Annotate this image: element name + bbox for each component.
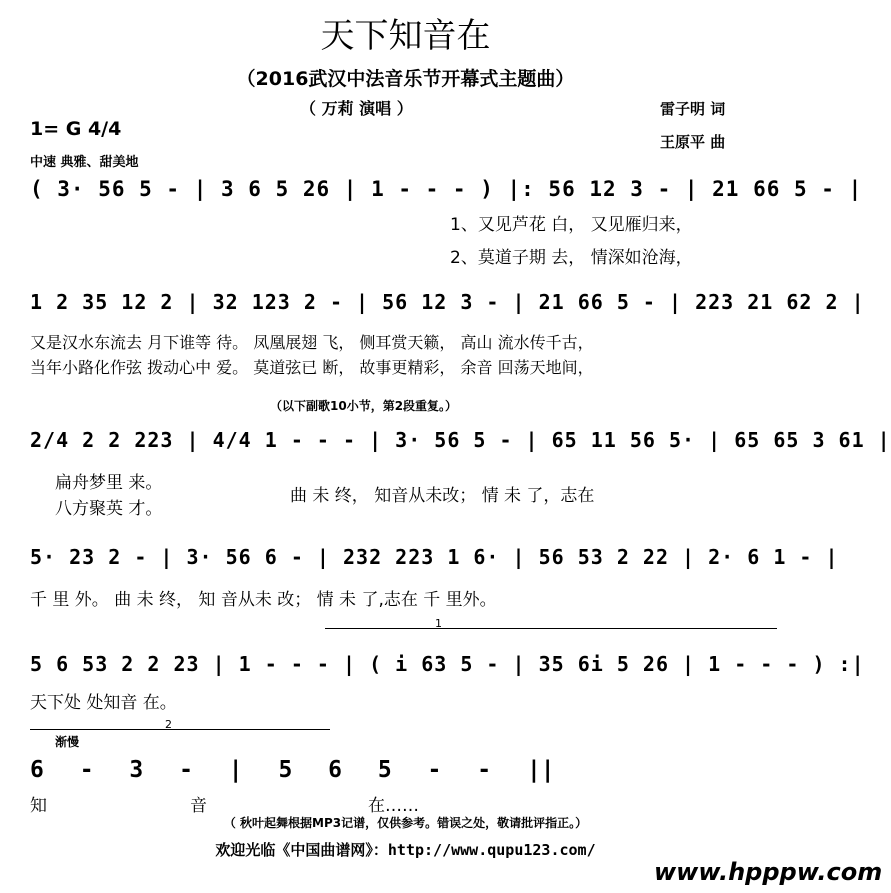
volta-bracket-2 <box>30 718 330 731</box>
watermark: www.hpppw.com <box>654 858 883 886</box>
score-row-3-lyric-2: 八方聚英 才。 <box>55 499 163 519</box>
score-row-1-lyric-2: 2、莫道子期 去， 情深如沧海， <box>450 248 693 268</box>
score-row-5-lyric: 天下处 处知音 在。 <box>30 693 177 713</box>
score-row-3-lyric-1: 扁舟梦里 来。 <box>55 473 163 493</box>
tempo-marking: 中速 典雅、甜美地 <box>30 155 139 170</box>
score-row-2-lyric-2: 当年小路化作弦 拨动心中 爱。 莫道弦已 断， 故事更精彩， 余音 回荡天地间， <box>30 358 594 377</box>
score-row-4-lyric: 千 里 外。 曲 未 终， 知 音从未 改； 情 未 了,志在 千 里外。 <box>30 590 497 610</box>
page-title: 天下知音在 <box>320 16 491 56</box>
performer: （ 万莉 演唱 ） <box>300 99 413 118</box>
lyricist: 雷子明 词 <box>660 100 726 118</box>
score-row-5-notes: 5 6 53 2 2 23 | 1 - - - | ( i 63 5 - | 35 6i 5 26 | 1 - - - ) :| <box>30 652 865 676</box>
score-row-1-lyric-1: 1、又见芦花 白， 又见雁归来， <box>450 215 693 235</box>
composer: 王原平 曲 <box>660 133 726 151</box>
score-row-3-lyric-chorus: 曲 未 终， 知音从未改； 情 未 了，志在 <box>290 486 595 506</box>
subtitle: （2016武汉中法音乐节开幕式主题曲） <box>236 68 575 90</box>
score-row-2-lyric-1: 又是汉水东流去 月下谁等 待。 凤凰展翅 飞， 侧耳赏天籁， 高山 流水传千古， <box>30 333 594 352</box>
score-row-1-notes: ( 3· 56 5 - | 3 6 5 26 | 1 - - - ) |: 56 12 3 - | 21 66 5 - | <box>30 177 863 201</box>
score-row-6-notes: 6 - 3 - | 5 6 5 - - || <box>30 757 555 783</box>
chorus-note: （以下副歌10小节，第2段重复。） <box>270 399 458 413</box>
score-row-6-lyric-a: 知 <box>30 796 47 816</box>
score-row-4-notes: 5· 23 2 - | 3· 56 6 - | 232 223 1 6· | 56 53 2 22 | 2· 6 1 - | <box>30 545 839 569</box>
score-row-3-notes: 2/4 2 2 223 | 4/4 1 - - - | 3· 56 5 - | 65 11 56 5· | 65 65 3 61 | <box>30 428 891 452</box>
transcriber-note: （ 秋叶起舞根据MP3记谱，仅供参考。错误之处，敬请批评指正。） <box>223 816 588 830</box>
volta-1-label: 1 <box>435 617 442 630</box>
volta-bracket-1 <box>325 617 777 630</box>
score-row-6-lyric-c: 在…… <box>368 796 419 816</box>
tempo-ritardando: 渐慢 <box>55 735 80 749</box>
key-signature: 1= G 4/4 <box>30 118 122 140</box>
score-row-6-lyric-b: 音 <box>190 796 207 816</box>
score-row-2-notes: 1 2 35 12 2 | 32 123 2 - | 56 12 3 - | 21 66 5 - | 223 21 62 2 | <box>30 290 865 314</box>
volta-2-label: 2 <box>165 718 172 731</box>
site-link[interactable]: 欢迎光临《中国曲谱网》：http://www.qupu123.com/ <box>215 841 596 859</box>
